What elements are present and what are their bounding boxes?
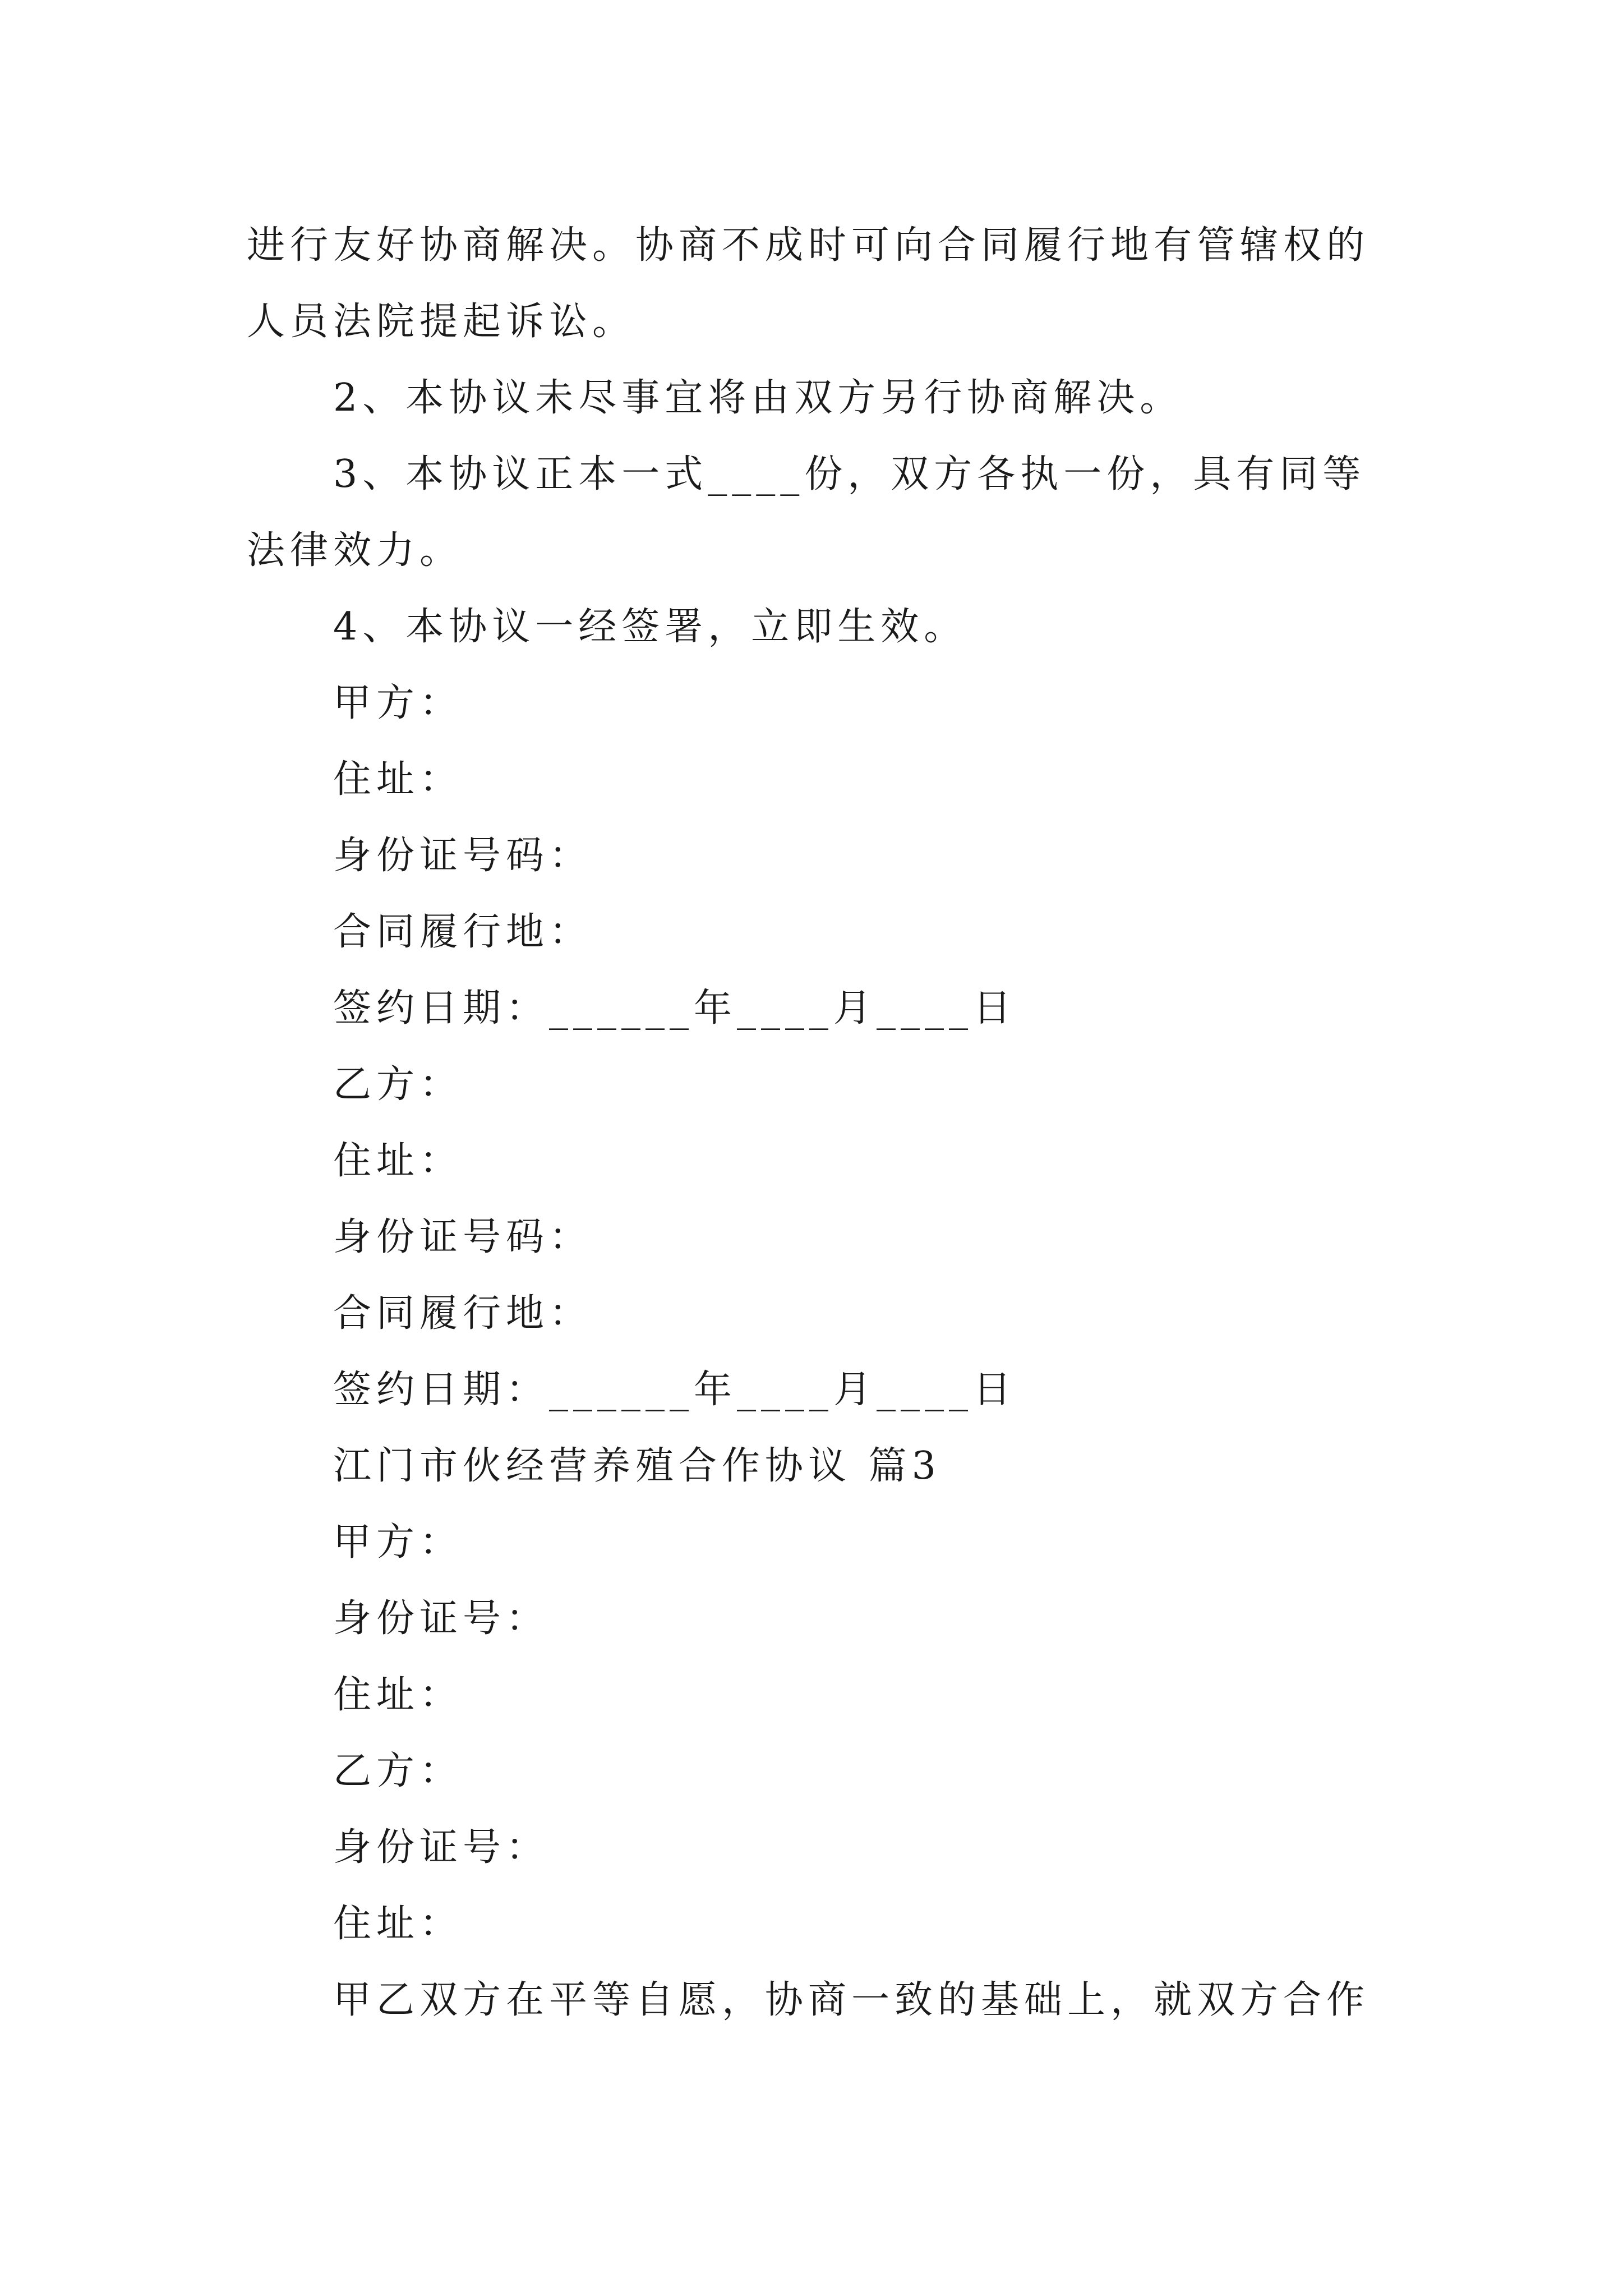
party-b-label: 乙方： xyxy=(333,1062,463,1107)
party-b-sign-date: 签约日期：______年____月____日 xyxy=(333,1368,1017,1412)
part3-party-b-address: 住址： xyxy=(333,1902,463,1946)
paragraph-dispute-resolution: 进行友好协商解决。协商不成时可向合同履行地有管辖权的人员法院提起诉讼。 xyxy=(247,223,1370,344)
clause-4: 4、本协议一经签署，立即生效。 xyxy=(333,605,967,649)
part3-party-b-id: 身份证号： xyxy=(333,1825,550,1870)
party-a-performance-place: 合同履行地： xyxy=(333,910,593,954)
part3-party-b-label: 乙方： xyxy=(333,1749,463,1793)
party-b-address: 住址： xyxy=(333,1139,463,1183)
document-body xyxy=(247,208,1385,2039)
clause-2: 2、本协议未尽事宜将由双方另行协商解决。 xyxy=(333,376,1183,420)
party-b-id-number: 身份证号码： xyxy=(333,1215,593,1259)
section-heading-part-3: 江门市伙经营养殖合作协议 篇3 xyxy=(333,1444,941,1488)
party-a-label: 甲方： xyxy=(333,681,463,725)
party-a-address: 住址： xyxy=(333,757,463,802)
party-a-sign-date: 签约日期：______年____月____日 xyxy=(333,986,1017,1030)
part3-party-a-id: 身份证号： xyxy=(333,1596,550,1641)
part3-party-a-address: 住址： xyxy=(333,1673,463,1717)
clause-3: 3、本协议正本一式____份，双方各执一份，具有同等法律效力。 xyxy=(247,452,1366,573)
part3-preamble: 甲乙双方在平等自愿，协商一致的基础上，就双方合作 xyxy=(333,1978,1370,2022)
party-b-performance-place: 合同履行地： xyxy=(333,1291,593,1336)
part3-party-a-label: 甲方： xyxy=(333,1520,463,1565)
party-a-id-number: 身份证号码： xyxy=(333,834,593,878)
